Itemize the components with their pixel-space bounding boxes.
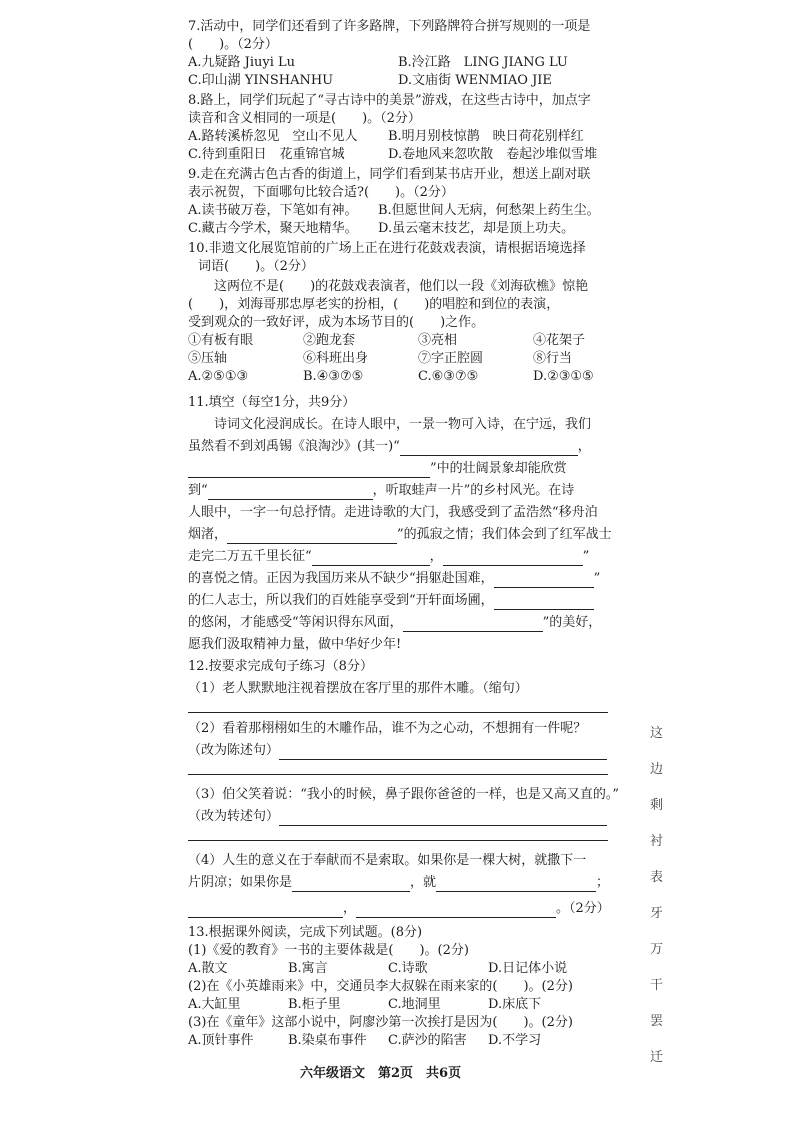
q13-item1-option-c[interactable]: C.诗歌	[388, 961, 428, 976]
q12-item3-line2	[188, 808, 628, 826]
q8-option-c[interactable]: C.待到重阳日 花重锦官城	[188, 147, 345, 162]
q12-item3-answer-line[interactable]	[279, 812, 607, 826]
q10-passage-line3: 受到观众的一致好评，成为本场节目的( )之作。	[188, 315, 485, 330]
margin-char: 剩	[650, 798, 664, 813]
margin-char: 干	[650, 978, 664, 993]
q8-options-row2	[188, 146, 628, 164]
q11-line10	[188, 614, 628, 632]
margin-char: 万	[650, 942, 664, 957]
q11-title: 11.填空（每空1分，共9分）	[188, 395, 356, 410]
q11-line5: 人眼中，一字一句总抒情。走进诗歌的大门，我感受到了孟浩然“移舟泊	[188, 505, 598, 520]
q12-item3-hint: （改为转述句）	[188, 809, 280, 824]
q10-words-row1	[188, 332, 628, 350]
margin-bleed-text	[650, 716, 664, 1076]
q9-option-a[interactable]: A.读书破万卷，下笔如有神。	[188, 203, 358, 218]
q10-option-b[interactable]: B.④③⑦⑤	[303, 369, 364, 384]
q10-word-5: ⑤压轴	[188, 351, 228, 366]
q11-line4-text-b: ，听取蛙声一片”的乡村风光。在诗	[372, 483, 575, 498]
q11-line2-text: 虽然看不到刘禹锡《浪淘沙》(其一)“	[188, 439, 400, 454]
q13-item1-options	[188, 960, 628, 978]
q11-blank-5[interactable]	[312, 552, 430, 566]
q13-item1-option-a[interactable]: A.散文	[188, 961, 228, 976]
margin-char: 边	[650, 762, 664, 777]
q12-item2-answer-line2[interactable]	[188, 774, 608, 775]
q13-item3-option-b[interactable]: B.染桌布事件	[288, 1033, 367, 1048]
q12-item4-text-b: ，就	[410, 875, 437, 890]
margin-char: 迁	[650, 1050, 664, 1065]
q11-line7	[188, 548, 628, 566]
q13-title: 13.根据课外阅读，完成下列试题。(8分)	[188, 925, 423, 940]
q11-line9-text: 的仁人志士，所以我们的百姓能享受到“开轩面场圃，	[188, 593, 494, 608]
q11-line9	[188, 592, 628, 610]
q11-line6-text-a: 烟渚，	[188, 527, 228, 542]
q8-option-b[interactable]: B.明月别枝惊鹊 映日荷花别样红	[388, 129, 584, 144]
q10-word-7: ⑦字正腔圆	[418, 351, 484, 366]
q10-stem-line1: 10.非遗文化展览馆前的广场上正在进行花鼓戏表演，请根据语境选择	[188, 241, 586, 256]
q11-line4	[188, 482, 628, 500]
q7-option-d[interactable]: D.文庙街 WENMIAO JIE	[398, 73, 552, 88]
q8-stem-line1: 8.路上，同学们玩起了“寻古诗中的美景”游戏，在这些古诗中，加点字	[188, 93, 591, 108]
q10-word-1: ①有板有眼	[188, 333, 254, 348]
margin-char: 表	[650, 870, 664, 885]
q11-line2	[188, 438, 628, 456]
q13-item3-option-d[interactable]: D.不学习	[488, 1033, 542, 1048]
q7-options-row1	[188, 54, 628, 72]
q11-line3-text: ”中的壮阔景象却能欣赏	[430, 461, 567, 476]
margin-char: 衬	[650, 834, 664, 849]
q9-option-c[interactable]: C.藏古今学术，聚天地精华。	[188, 221, 358, 236]
q13-item2-option-d[interactable]: D.床底下	[488, 997, 542, 1012]
q12-item4-line2	[188, 874, 628, 892]
q10-word-8: ⑧行当	[533, 351, 573, 366]
q11-line10-text-b: ”的美好，	[542, 615, 602, 630]
q7-stem-line2: ( )。（2分）	[188, 37, 278, 52]
q13-item1: (1)《爱的教育》一书的主要体裁是( )。(2分)	[188, 943, 469, 958]
q10-option-d[interactable]: D.②③①⑤	[533, 369, 594, 384]
q10-word-6: ⑥科班出身	[303, 351, 369, 366]
q13-item3: (3)在《童年》这部小说中，阿廖沙第一次挨打是因为( )。(2分)	[188, 1015, 573, 1030]
q11-line2-comma: ，	[577, 439, 591, 454]
q9-stem-line2: 表示祝贺，下面哪句比较合适?( )。（2分）	[188, 185, 454, 200]
q13-item3-option-c[interactable]: C.萨沙的陷害	[388, 1033, 467, 1048]
q12-item2-line2	[188, 742, 628, 760]
q13-item1-option-b[interactable]: B.寓言	[288, 961, 328, 976]
q9-option-b[interactable]: B.但愿世间人无病，何愁架上药生尘。	[378, 203, 600, 218]
q12-item4-text-c: ；	[596, 875, 610, 890]
q12-item4-text-e: 。（2分）	[556, 901, 610, 916]
margin-char: 罢	[650, 1014, 664, 1029]
q12-item4-blank-3[interactable]	[188, 904, 343, 918]
margin-char: 这	[650, 726, 664, 741]
q9-options-row1	[188, 202, 628, 220]
q10-passage-line2: ( )，刘海哥那忠厚老实的扮相，( )的唱腔和到位的表演，	[188, 297, 560, 312]
q8-options-row1	[188, 128, 628, 146]
q10-options-row	[188, 368, 628, 386]
q7-option-a[interactable]: A.九疑路 Jiuyi Lu	[188, 55, 296, 70]
q12-item4-text-d: ，	[343, 901, 357, 916]
q11-line11: 愿我们汲取精神力量，做中华好少年!	[188, 637, 402, 652]
q12-item2-answer-line[interactable]	[279, 746, 607, 760]
q11-line7-text-a: 走完二万五千里长征“	[188, 549, 312, 564]
q11-line3	[188, 460, 628, 478]
q11-line1: 诗词文化浸润成长。在诗人眼中，一景一物可入诗，在宁远，我们	[214, 417, 592, 432]
q12-item4-text-a: 片阴凉；如果你是	[188, 875, 293, 890]
q11-blank-9[interactable]	[403, 618, 543, 632]
q12-item4-line3	[188, 900, 628, 918]
q12-item4-blank-4[interactable]	[356, 904, 556, 918]
q13-item2-option-b[interactable]: B.柜子里	[288, 997, 341, 1012]
q13-item1-option-d[interactable]: D.日记体小说	[488, 961, 568, 976]
q13-item3-options	[188, 1032, 628, 1050]
q11-blank-7[interactable]	[494, 574, 594, 588]
q11-blank-4[interactable]	[227, 530, 397, 544]
q11-blank-6[interactable]	[443, 552, 583, 566]
q9-options-row2	[188, 220, 628, 238]
q10-word-3: ③亮相	[418, 333, 458, 348]
q13-item2-option-a[interactable]: A.大缸里	[188, 997, 241, 1012]
q10-words-row2	[188, 350, 628, 368]
q9-option-d[interactable]: D.虽云毫末技艺，却是顶上功夫。	[378, 221, 575, 236]
q10-passage-line1: 这两位不是( )的花鼓戏表演者，他们以一段《刘海砍樵》惊艳	[214, 279, 589, 294]
q10-stem-line2: 词语( )。（2分）	[198, 259, 314, 274]
q11-line8-quote: ”	[593, 571, 601, 586]
q8-stem-line2: 读音和含义相同的一项是( )。（2分）	[188, 111, 421, 126]
q11-line4-text-a: 到“	[188, 483, 208, 498]
q11-line10-text-a: 的悠闲，才能感受“等闲识得东风面，	[188, 615, 403, 630]
q12-item2-hint: （改为陈述句）	[188, 743, 280, 758]
q13-item2: (2)在《小英雄雨来》中，交通员李大叔躲在雨来家的( )。(2分)	[188, 979, 573, 994]
q13-item2-option-c[interactable]: C.地洞里	[388, 997, 441, 1012]
q7-stem-line1: 7.活动中，同学们还看到了许多路牌，下列路牌符合拼写规则的一项是	[188, 19, 591, 34]
q13-item2-options	[188, 996, 628, 1014]
q11-line8	[188, 570, 628, 588]
q8-option-a[interactable]: A.路转溪桥忽见 空山不见人	[188, 129, 358, 144]
margin-char: 牙	[650, 906, 664, 921]
q11-blank-8[interactable]	[494, 596, 594, 610]
q12-item4-line1: （4）人生的意义在于奉献而不是索取。如果你是一棵大树，就撒下一	[188, 853, 587, 868]
q12-title: 12.按要求完成句子练习（8分）	[188, 659, 373, 674]
q11-blank-1[interactable]	[400, 442, 578, 456]
q11-line7-quote: ”	[582, 549, 590, 564]
q11-blank-2[interactable]	[188, 464, 430, 478]
q13-item3-option-a[interactable]: A.顶针事件	[188, 1033, 254, 1048]
q11-line6-text-b: ”的孤寂之情；我们体会到了红军战士	[397, 527, 612, 542]
q7-option-c[interactable]: C.印山湖 YINSHANHU	[188, 73, 334, 88]
q7-option-b[interactable]: B.泠江路 LING JIANG LU	[398, 55, 568, 70]
q12-item4-blank-2[interactable]	[436, 878, 596, 892]
q8-option-d[interactable]: D.卷地风来忽吹散 卷起沙堆似雪堆	[388, 147, 598, 162]
q11-line7-comma: ，	[429, 549, 443, 564]
q10-option-a[interactable]: A.②⑤①③	[188, 369, 249, 384]
q7-options-row2	[188, 72, 628, 90]
q12-item1: （1）老人默默地注视着摆放在客厅里的那件木雕。（缩句）	[188, 681, 528, 696]
q11-line6	[188, 526, 628, 544]
q9-stem-line1: 9.走在充满古色古香的街道上，同学们看到某书店开业，想送上副对联	[188, 167, 591, 182]
q10-option-c[interactable]: C.⑥③⑦⑤	[418, 369, 479, 384]
q12-item2-line1: （2）看着那栩栩如生的木雕作品，谁不为之心动，不想拥有一件呢？	[188, 721, 587, 736]
q10-word-2: ②跑龙套	[303, 333, 356, 348]
q12-item4-blank-1[interactable]	[292, 878, 410, 892]
q12-item3-line1: （3）伯父笑着说：“我小的时候，鼻子跟你爸爸的一样，也是又高又直的。”	[188, 787, 620, 802]
q12-item1-answer-line[interactable]	[188, 712, 608, 713]
q11-blank-3[interactable]	[208, 486, 373, 500]
q10-word-4: ④花架子	[533, 333, 586, 348]
q12-item3-answer-line2[interactable]	[188, 840, 608, 841]
page-footer: 六年级语文 第2页 共6页	[300, 1066, 462, 1081]
q11-line8-text: 的喜悦之情。正因为我国历来从不缺少“捐躯赴国难，	[188, 571, 494, 586]
